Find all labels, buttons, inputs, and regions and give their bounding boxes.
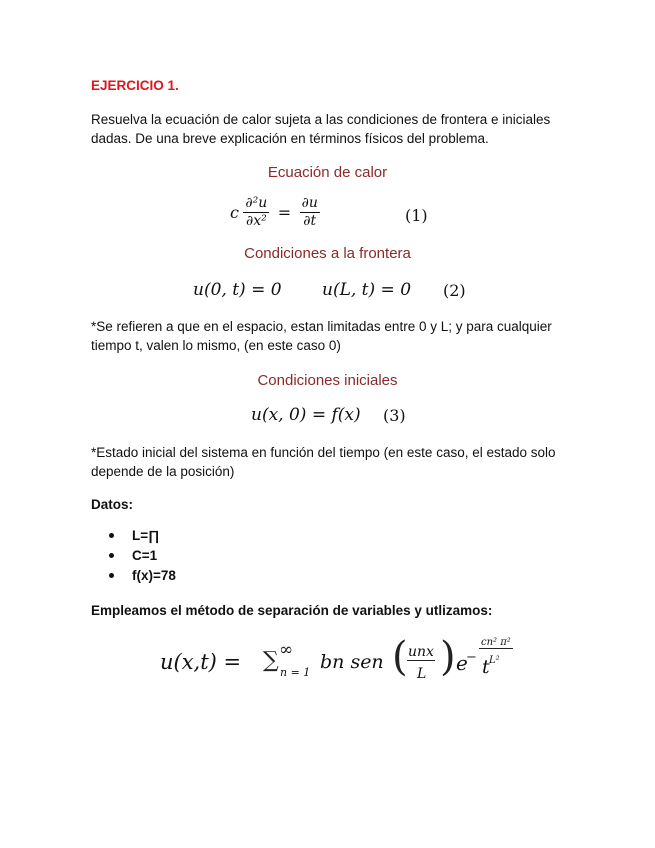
bullet-icon <box>109 573 114 578</box>
datos-item <box>109 548 157 563</box>
datos-item <box>109 568 176 583</box>
solution-t: t <box>482 656 490 678</box>
datos-item-text: C=1 <box>132 548 158 563</box>
solution-lhs: u(x,t) = <box>160 650 242 674</box>
solution-term: bn sen <box>320 651 384 673</box>
bullet-icon <box>109 533 114 538</box>
intro-paragraph: Resuelva la ecuación de calor sujeta a las condiciones de frontera e iniciales dadas. De una breve explicación en términos físicos del problema. <box>91 112 551 146</box>
bullet-icon <box>109 553 114 558</box>
sen-frac-num: unx <box>408 644 434 660</box>
heat-equation-number: (1) <box>405 206 428 225</box>
heat-equals: = <box>277 203 292 222</box>
exercise-title: EJERCICIO 1. <box>91 78 179 93</box>
heat-lhs-den: ∂x² <box>245 213 267 229</box>
exp-minus: − <box>466 650 477 665</box>
boundary-condition-left: u(0, t) = 0 <box>193 280 282 300</box>
heat-rhs-num: ∂u <box>301 195 318 211</box>
datos-item <box>109 528 159 543</box>
heat-equation-heading: Ecuación de calor <box>267 164 388 181</box>
boundary-heading: Condiciones a la frontera <box>244 245 411 262</box>
initial-heading: Condiciones iniciales <box>257 372 398 389</box>
sum-lower: n = 1 <box>280 666 311 679</box>
datos-item-text: L=∏ <box>132 528 160 543</box>
left-paren: ( <box>392 634 408 680</box>
sum-upper: ∞ <box>279 640 294 660</box>
heat-lhs-fraction <box>243 195 269 230</box>
boundary-note: *Se refieren a que en el espacio, estan limitadas entre 0 y L; y para cualquier tiempo t, valen lo mismo, (en este caso 0) <box>91 319 552 353</box>
right-paren: ) <box>440 634 456 680</box>
exp-num: cn² π² <box>481 637 511 648</box>
datos-item-text: f(x)=78 <box>132 568 176 583</box>
sen-frac-den: L <box>417 666 427 682</box>
heat-rhs-fraction <box>300 195 320 230</box>
heat-rhs-den: ∂t <box>303 213 317 229</box>
method-paragraph: Empleamos el método de separación de variables y utlizamos: <box>91 603 493 618</box>
heat-equation <box>230 195 320 235</box>
exp-den: L² <box>489 655 500 666</box>
datos-heading: Datos: <box>91 497 134 512</box>
sum-symbol: ∑ <box>263 648 279 673</box>
initial-note: *Estado inicial del sistema en función del tiempo (en este caso, el estado solo depende de la posición) <box>91 445 556 479</box>
exp-base: e <box>456 651 468 675</box>
boundary-condition-right: u(L, t) = 0 <box>322 280 412 300</box>
boundary-equation-number: (2) <box>443 281 466 300</box>
heat-coef: c <box>230 203 239 222</box>
initial-equation-number: (3) <box>383 406 406 425</box>
heat-lhs-num: ∂²u <box>245 195 268 211</box>
initial-condition: u(x, 0) = f(x) <box>251 405 361 425</box>
